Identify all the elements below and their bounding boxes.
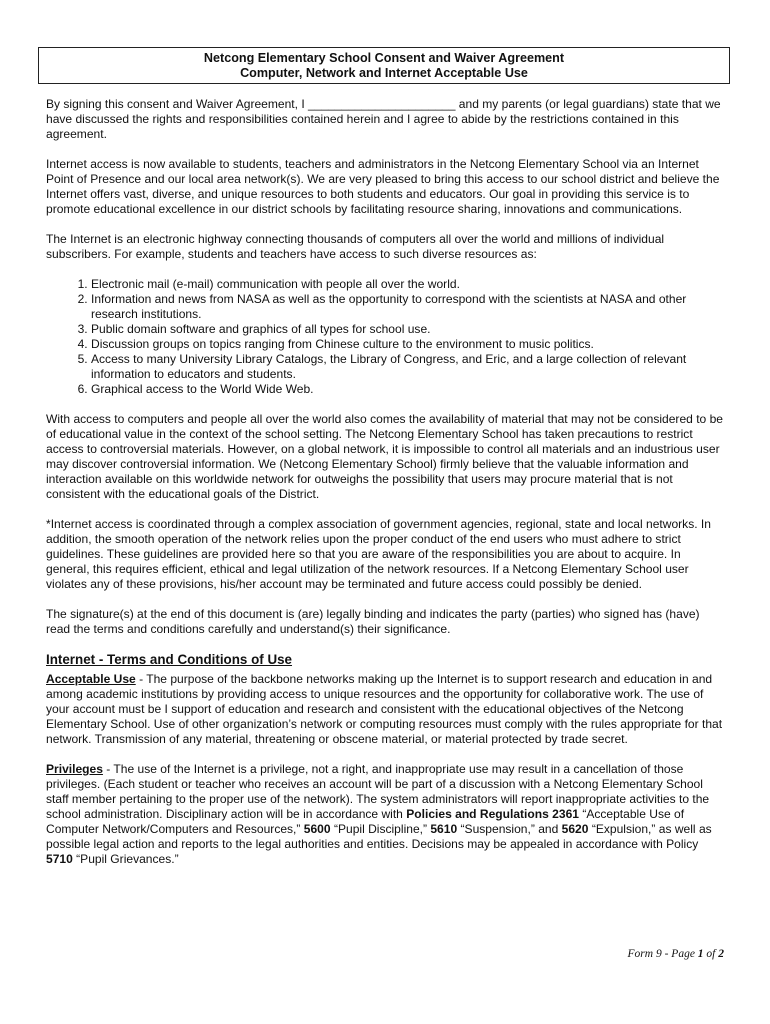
page-total: 2 [718,948,724,960]
page-footer [628,948,724,960]
policy-reference: 5610 [430,822,458,836]
acceptable-use-text: - The purpose of the backbone networks making up the Internet is to support research and education in and among academic institutions by providing access to unique resources and the opportunity for collaborative work. The use of your account must be I support of education and research and consistent with the educational objectives of the Netcong Elementary School. Use of other organization’s network or computing resources must comply with the rules appropriate for that network. Transmission of any material, threatening or obscene material, or material protected by trade secret. [46,672,723,746]
form-label: Form 9 - Page [627,948,698,960]
page-current: 1 [697,948,704,960]
document-title: Netcong Elementary School Consent and Waiver Agreement [203,51,565,65]
policy-reference: 5710 [46,852,73,866]
privileges-paragraph [46,762,726,867]
policy-reference: Policies and Regulations 2361 [406,807,579,821]
privileges-term: Privileges [46,762,103,776]
consent-paragraph: By signing this consent and Waiver Agreement, I ______________________ and my parents (or legal guardians) state that we have discussed the rights and responsibilities contained herein and I agree to abide by the restrictions contained in this agreement. [46,97,721,141]
privileges-text: “Pupil Discipline,” [330,822,431,836]
acceptable-use-term: Acceptable Use [46,672,136,686]
terms-heading: Internet - Terms and Conditions of Use [46,652,293,667]
of-label: of [703,948,719,960]
controversial-material-paragraph: With access to computers and people all over the world also comes the availability of material that may not be considered to be of educational value in the context of the school setting. The Netcong Elementary School has taken precautions to restrict access to controversial materials. However, on a global network, it is impossible to control all materials and an industrious user may discover controversial information. We (Netcong Elementary School) firmly believe that the valuable information and interaction available on this worldwide network for outweighs the possibility that users may procure material that is not consistent with the educational goals of the District. [46,412,723,501]
resources-list [46,277,726,397]
list-item: 5. Access to many University Library Catalogs, the Library of Congress, and Eric, and a large collection of relevant information to educators and students. [91,352,726,382]
privileges-text: “Acceptable Use of Computer Network/Computers and Resources,” [46,807,685,836]
privileges-text: “Pupil Grievances.” [72,852,179,866]
list-item: 1. Electronic mail (e-mail) communication with people all over the world. [91,277,726,292]
title-box [38,47,730,84]
document-body [46,97,726,882]
policy-reference: 5620 [561,822,589,836]
internet-highway-paragraph: The Internet is an electronic highway connecting thousands of computers all over the world and millions of individual subscribers. For example, students and teachers have access to such diverse resources as: [46,232,665,261]
policy-reference: 5600 [303,822,331,836]
list-item: 3. Public domain software and graphics of all types for school use. [91,322,726,337]
list-item: 6. Graphical access to the World Wide Web. [91,382,726,397]
signature-paragraph: The signature(s) at the end of this document is (are) legally binding and indicates the party (parties) who signed has (have) read the terms and conditions carefully and understand(s) their significance. [46,607,700,636]
privileges-text: “Suspension,” and [457,822,562,836]
document-subtitle: Computer, Network and Internet Acceptable Use [240,66,528,80]
privileges-text: “Expulsion,” as well as possible legal action and reports to the legal authorities and entities. Decisions may be appealed in accordance with Policy [46,822,712,851]
list-item: 4. Discussion groups on topics ranging from Chinese culture to the environment to music politics. [91,337,726,352]
acceptable-use-paragraph [46,672,726,747]
privileges-text: - The use of the Internet is a privilege, not a right, and inappropriate use may result in a cancellation of those privileges. (Each student or teacher who receives an account will be part of a discussion with a Netcong Elementary School staff member pertaining to the proper use of the network). The system administrators will report inappropriate activities to the school administration. Disciplinary action will be in accordance with [46,762,710,821]
coordination-paragraph: *Internet access is coordinated through a complex association of government agencies, regional, state and local networks. In addition, the smooth operation of the network relies upon the proper conduct of the end users who must adhere to strict guidelines. These guidelines are provided here so that you are aware of the responsibilities you are about to acquire. In general, this requires efficient, ethical and legal utilization of the network resources. If a Netcong Elementary School user violates any of these provisions, his/her account may be terminated and future access could possibly be denied. [46,517,711,591]
list-item: 2. Information and news from NASA as well as the opportunity to correspond with the scientists at NASA and other research institutions. [91,292,726,322]
internet-access-paragraph: Internet access is now available to students, teachers and administrators in the Netcong Elementary School via an Internet Point of Presence and our local area network(s). We are very pleased to bring this access to our school district and believe the Internet offers vast, diverse, and unique resources to both students and educators. Our goal in providing this service is to promote educational excellence in our district schools by facilitating resource sharing, innovations and communications. [46,157,720,216]
